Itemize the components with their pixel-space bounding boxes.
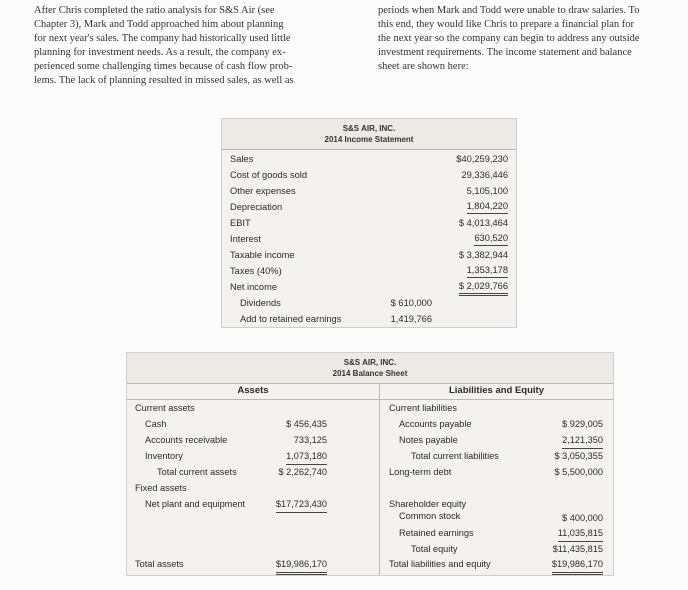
row-value: 5,105,100	[466, 186, 508, 196]
row-label: Dividends	[240, 298, 281, 308]
row-value: 29,336,446	[461, 170, 508, 180]
row-value: 1,073,180	[286, 449, 327, 465]
row-label: Total equity	[411, 544, 458, 554]
row-value: $ 400,000	[562, 513, 603, 523]
row-value: $40,259,230	[456, 154, 508, 164]
table-row	[222, 247, 516, 263]
row-label: Total current assets	[157, 467, 237, 477]
balance-sheet-header	[127, 353, 613, 384]
row-label: Total assets	[135, 559, 184, 569]
row-value: $19,986,170	[552, 557, 603, 575]
row-value: $ 3,382,944	[458, 250, 508, 260]
row-value: $ 5,500,000	[554, 467, 603, 477]
row-value: 1,419,766	[390, 314, 432, 324]
row-label: Accounts receivable	[145, 435, 228, 445]
section-label: Current liabilities	[389, 403, 457, 413]
statement-title: 2014 Income Statement	[324, 135, 414, 144]
row-value: $ 456,435	[286, 419, 327, 429]
row-label: EBIT	[230, 218, 251, 228]
row-label: Depreciation	[230, 202, 283, 212]
row-label: Taxes (40%)	[230, 266, 282, 276]
table-row	[222, 231, 516, 247]
table-row	[222, 215, 516, 231]
row-label: Accounts payable	[399, 419, 472, 429]
table-row	[222, 167, 516, 183]
row-label: Total current liabilities	[411, 451, 499, 461]
text-line: investment requirements. The income statement and balance	[378, 47, 632, 58]
text-line: After Chris completed the ratio analysis for S&S Air (see	[34, 5, 275, 16]
row-label: Net income	[230, 282, 278, 292]
section-label: Current assets	[135, 403, 195, 413]
intro-text-right	[378, 4, 688, 74]
row-label: Sales	[230, 154, 254, 164]
table-row	[222, 199, 516, 215]
row-label: Long-term debt	[389, 467, 452, 477]
row-label: Total liabilities and equity	[389, 559, 491, 569]
row-label: Retained earnings	[399, 528, 474, 538]
text-line: this end, they would like Chris to prepare a financial plan for	[378, 19, 635, 30]
row-label: Other expenses	[230, 186, 296, 196]
row-value: 1,353,178	[467, 263, 508, 278]
row-label: Interest	[230, 234, 262, 244]
table-row	[222, 295, 516, 311]
row-value: $11,435,815	[552, 544, 603, 554]
text-line: lems. The lack of planning resulted in missed sales, as well as	[34, 75, 294, 86]
column-divider	[379, 399, 380, 575]
company-name: S&S AIR, INC.	[342, 124, 396, 133]
row-value: $ 2,029,766	[459, 279, 508, 296]
table-row	[222, 151, 516, 167]
row-value: 1,804,220	[467, 199, 508, 214]
row-value: 2,121,350	[562, 433, 603, 449]
section-label: Shareholder equity	[389, 499, 467, 509]
text-line: periods when Mark and Todd were unable to draw salaries. To	[378, 5, 640, 16]
table-row	[222, 183, 516, 199]
row-label: Cost of goods sold	[230, 170, 308, 180]
section-label: Fixed assets	[135, 483, 187, 493]
income-statement-header	[222, 119, 516, 150]
row-label: Notes payable	[399, 435, 458, 445]
liabilities-column-header: Liabilities and Equity	[380, 383, 613, 400]
row-label: Common stock	[399, 511, 461, 521]
text-line: perienced some challenging times because of cash flow prob-	[34, 61, 293, 72]
income-statement-table	[221, 118, 517, 328]
statement-title: 2014 Balance Sheet	[332, 369, 408, 378]
row-value: 11,035,815	[558, 526, 603, 542]
row-value: $ 2,262,740	[278, 467, 327, 477]
text-line: for next year's sales. The company had historically used little	[34, 33, 291, 44]
company-name: S&S AIR, INC.	[343, 358, 397, 367]
text-line: planning for investment needs. As a result, the company ex-	[34, 47, 286, 58]
row-label: Inventory	[145, 451, 183, 461]
text-line: the next year so the company can begin to address any outside	[378, 33, 640, 44]
row-value: $19,986,170	[276, 557, 327, 575]
row-label: Cash	[145, 419, 167, 429]
row-value: $17,723,430	[276, 497, 327, 513]
balance-sheet-table	[126, 352, 614, 576]
row-value: $ 929,005	[562, 419, 603, 429]
row-label: Net plant and equipment	[145, 499, 246, 509]
assets-column-header: Assets	[127, 383, 380, 400]
table-row	[222, 311, 516, 327]
row-value: $ 3,050,355	[554, 451, 603, 461]
text-line: sheet are shown here:	[378, 61, 469, 72]
row-label: Add to retained earnings	[240, 314, 342, 324]
row-label: Taxable income	[230, 250, 295, 260]
row-value: $ 4,013,464	[458, 218, 508, 228]
row-value: 733,125	[293, 435, 327, 445]
row-value: 630,520	[474, 231, 508, 246]
text-line: Chapter 3), Mark and Todd approached him about planning	[34, 19, 284, 30]
intro-text-left	[34, 4, 360, 88]
table-row	[222, 263, 516, 279]
row-value: $ 610,000	[390, 298, 432, 308]
table-row	[222, 279, 516, 295]
